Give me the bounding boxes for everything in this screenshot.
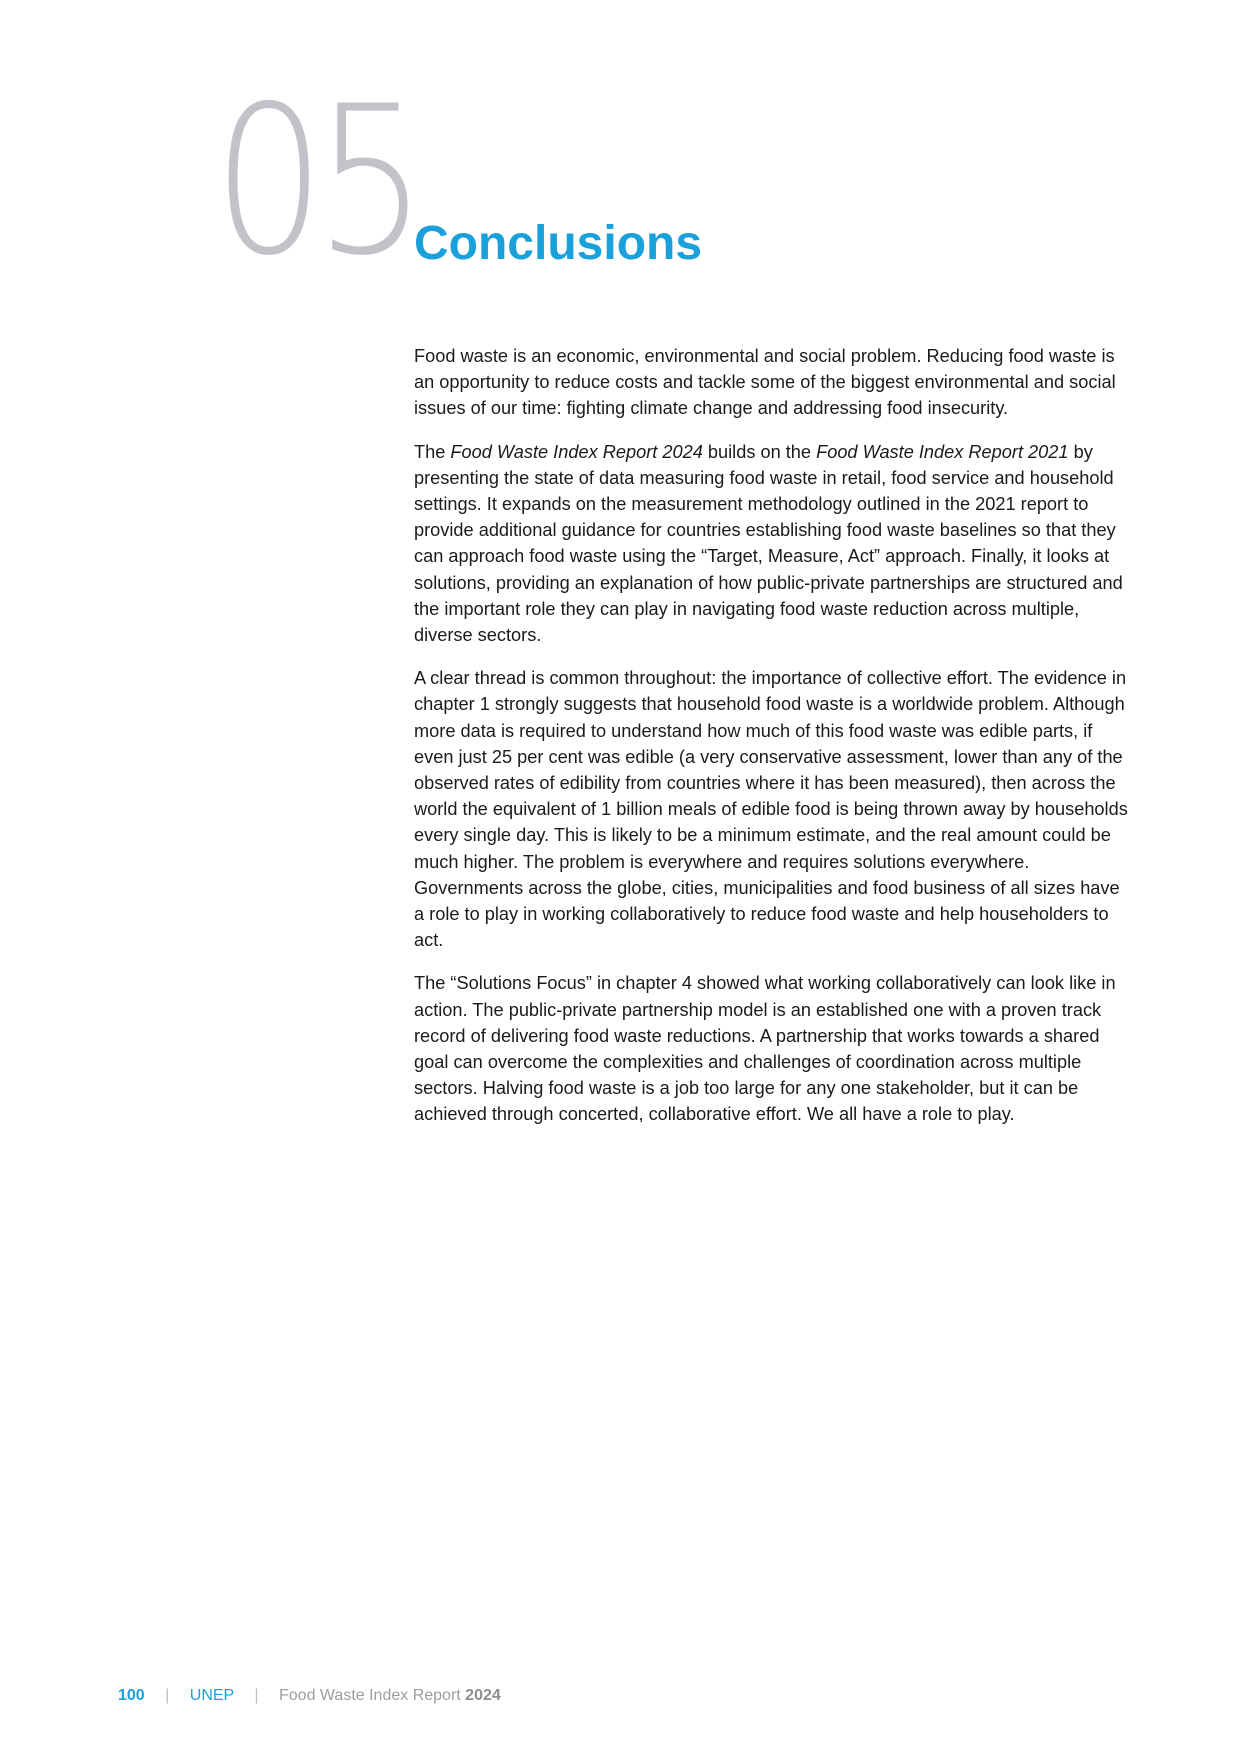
chapter-number: 05 <box>213 63 417 301</box>
page-footer <box>118 1686 501 1706</box>
footer-report-year: 2024 <box>465 1687 501 1704</box>
main-text <box>414 343 1134 1145</box>
text-run: The <box>414 441 451 462</box>
paragraph-report-overview <box>414 439 1134 649</box>
page-title: Conclusions <box>414 217 703 270</box>
paragraph-intro: Food waste is an economic, environmental and social problem. Reducing food waste is an opportunity to reduce costs and tackle some of the biggest environmental and social issues of our time: fighting climate change and addressing food insecurity. <box>414 346 1116 419</box>
footer-separator: | <box>254 1687 259 1704</box>
page-number: 100 <box>118 1687 145 1704</box>
text-run: builds on the <box>702 441 817 462</box>
report-title-2024: Food Waste Index Report 2024 <box>450 441 703 462</box>
paragraph-solutions-focus: The “Solutions Focus” in chapter 4 showed what working collaboratively can look like in action. The public-private partnership model is an established one with a proven track record of delivering food waste reductions. A partnership that works towards a shared goal can overcome the complexities and challenges of coordination across multiple sectors. Halving food waste is a job too large for any one stakeholder, but it can be achieved through concerted, collaborative effort. We all have a role to play. <box>414 973 1116 1125</box>
paragraph-collective-effort: A clear thread is common throughout: the importance of collective effort. The evidence in chapter 1 strongly suggests that household food waste is a worldwide problem. Although more data is required to understand how much of this food waste was edible parts, if even just 25 per cent was edible (a very conservative assessment, lower than any of the observed rates of edibility from countries where it has been measured), then across the world the equivalent of 1 billion meals of edible food is being thrown away by households every single day. This is likely to be a minimum estimate, and the real amount could be much higher. The problem is everywhere and requires solutions everywhere. Governments across the globe, cities, municipalities and food business of all sizes have a role to play in working collaboratively to reduce food waste and help householders to act. <box>414 668 1128 951</box>
footer-separator: | <box>165 1687 170 1704</box>
footer-organization: UNEP <box>189 1687 234 1704</box>
report-title-2021: Food Waste Index Report 2021 <box>816 441 1069 462</box>
text-run: by presenting the state of data measuring food waste in retail, food service and household settings. It expands on the measurement methodology outlined in the 2021 report to provide additional guidance for countries establishing food waste baselines so that they can approach food waste using the “Target, Measure, Act” approach. Finally, it looks at solutions, providing an explanation of how public-private partnerships are structured and the important role they can play in navigating food waste reduction across multiple, diverse sectors. <box>414 441 1123 646</box>
footer-report-title: Food Waste Index Report <box>279 1687 466 1704</box>
